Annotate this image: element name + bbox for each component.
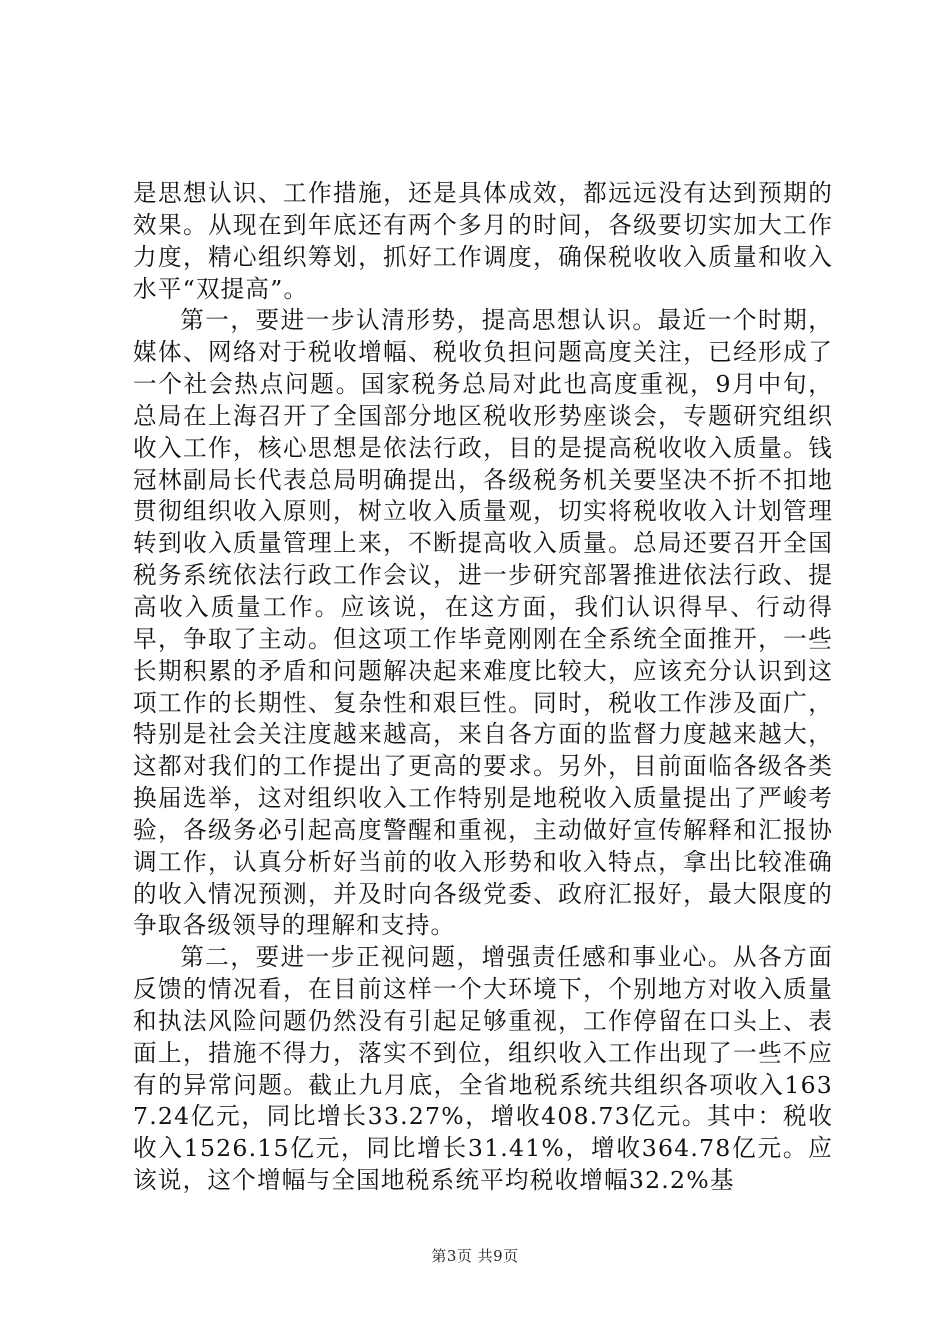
paragraph-second-point: 第二，要进一步正视问题，增强责任感和事业心。从各方面反馈的情况看，在目前这样一个大环境下，个别地方对收入质量和执法风险问题仍然没有引起足够重视，工作停留在口头上、表面上，措施不得力，落实不到位，组织收入工作出现了一些不应有的异常问题。截止九月底，全省地税系统共组织各项收入1637.24亿元，同比增长33.27%，增收408.73亿元。其中：税收收入1526.15亿元，同比增长31.41%，增收364.78亿元。应该说，这个增幅与全国地税系统平均税收增幅32.2%基 bbox=[133, 943, 833, 1195]
page-number-footer: 第3页 共9页 bbox=[431, 1247, 519, 1265]
paragraph-continuation: 是思想认识、工作措施，还是具体成效，都远远没有达到预期的效果。从现在到年底还有两个多月的时间，各级要切实加大工作力度，精心组织筹划，抓好工作调度，确保税收收入质量和收入水平“双提高”。 bbox=[133, 179, 833, 303]
paragraph-first-point: 第一，要进一步认清形势，提高思想认识。最近一个时期，媒体、网络对于税收增幅、税收负担问题高度关注，已经形成了一个社会热点问题。国家税务总局对此也高度重视，9月中旬，总局在上海召开了全国部分地区税收形势座谈会，专题研究组织收入工作，核心思想是依法行政，目的是提高税收收入质量。钱冠林副局长代表总局明确提出，各级税务机关要坚决不折不扣地贯彻组织收入原则，树立收入质量观，切实将税收收入计划管理转到收入质量管理上来，不断提高收入质量。总局还要召开全国税务系统依法行政工作会议，进一步研究部署推进依法行政、提高收入质量工作。应该说，在这方面，我们认识得早、行动得早，争取了主动。但这项工作毕竟刚刚在全系统全面推开，一些长期积累的矛盾和问题解决起来难度比较大，应该充分认识到这项工作的长期性、复杂性和艰巨性。同时，税收工作涉及面广，特别是社会关注度越来越高，来自各方面的监督力度越来越大，这都对我们的工作提出了更高的要求。另外，目前面临各级各类换届选举，这对组织收入工作特别是地税收入质量提出了严峻考验，各级务必引起高度警醒和重视，主动做好宣传解释和汇报协调工作，认真分析好当前的收入形势和收入特点，拿出比较准确的收入情况预测，并及时向各级党委、政府汇报好，最大限度的争取各级领导的理解和支持。 bbox=[133, 306, 833, 940]
document-body bbox=[133, 178, 833, 1197]
